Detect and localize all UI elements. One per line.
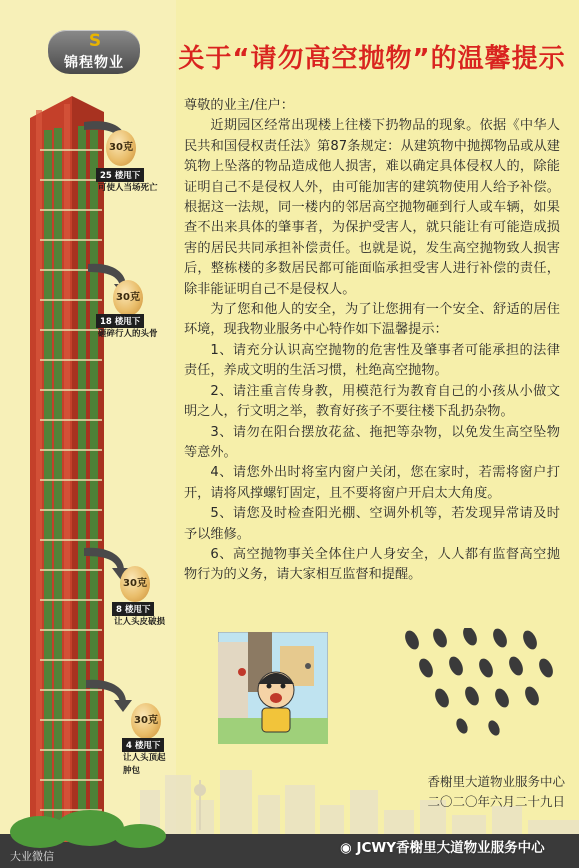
paragraph-law: 近期园区经常出现楼上往楼下扔物品的现象。依据《中华人民共和国侵权责任法》第87条规定：从建筑物中抛掷物品或从建筑物上坠落的物品造成他人损害，难以确定具体侵权人的，除能证明自己不是侵权人外，由可能加害的建筑物使用人给予补偿。根据这一法规，同一楼内的邻居高空抛物砸到行人或车辆，如果查不出来具体的肇事者，为保护受害人，就只能让有可能造成损害的居民共同承担补偿责任。也就是说，发生高空抛物致人损害后，整栋楼的多数居民都可能面临承担受害人进行补偿的责任，除非能证明自己不是侵权人。 <box>184 118 560 297</box>
tip-1: 1、请充分认识高空抛物的危害性及肇事者可能承担的法律责任，养成文明的生活习惯，杜绝高空抛物。 <box>184 342 560 379</box>
watermark-left: 大业微信 <box>10 850 54 863</box>
notice-body <box>184 96 560 586</box>
egg-icon: 30克 <box>113 280 143 316</box>
egg-effect-label: 可使人当场死亡 <box>98 183 158 193</box>
wechat-watermark <box>340 836 574 856</box>
tip-5: 5、请您及时检查阳光棚、空调外机等，若发现异常请及时予以维修。 <box>184 506 560 542</box>
tip-3: 3、请勿在阳台摆放花盆、拖把等杂物，以免发生高空坠物等意外。 <box>184 424 560 460</box>
signature-date: 二〇二〇年六月二十九日 <box>427 794 565 809</box>
egg-effect-label: 让人头皮破损 <box>114 617 166 627</box>
egg-floor-label: 25 楼甩下 <box>96 168 144 182</box>
s-swirl-logo-icon: S <box>88 31 102 51</box>
egg-icon: 30克 <box>120 566 150 602</box>
company-name: 锦程物业 <box>64 55 124 71</box>
egg-floor-label: 4 楼甩下 <box>122 738 164 752</box>
egg-effect-label: 肿包 <box>123 766 141 776</box>
tip-6: 6、高空抛物事关全体住户人身安全，人人都有监督高空抛物行为的义务，请大家相互监督和提醒。 <box>184 546 560 583</box>
egg-floor-label: 8 楼甩下 <box>112 602 154 616</box>
tip-4: 4、请您外出时将室内窗户关闭，您在家时，若需将窗户打开，请将风撑螺钉固定，且不要将窗户开启太大角度。 <box>184 465 560 501</box>
egg-effect-label: 砸碎行人的头骨 <box>98 329 158 339</box>
notice-title: 关于“请勿高空抛物”的温馨提示 <box>178 44 566 74</box>
egg-icon: 30克 <box>131 703 161 739</box>
company-logo <box>48 30 140 74</box>
wechat-account-name: JCWY香榭里大道物业服务中心 <box>356 840 545 856</box>
egg-floor-label: 18 楼甩下 <box>96 314 144 328</box>
wechat-icon: ◉ <box>340 840 357 856</box>
egg-icon: 30克 <box>106 130 136 166</box>
greeting: 尊敬的业主/住户： <box>184 98 294 113</box>
paragraph-intro: 为了您和他人的安全，为了让您拥有一个安全、舒适的居住环境，现我物业服务中心特作如下温馨提示： <box>184 302 560 338</box>
egg-effect-label: 让人头顶起 <box>123 753 166 763</box>
falling-objects-illustration <box>390 628 560 738</box>
scared-child-illustration <box>218 632 328 744</box>
signature-block <box>395 772 565 812</box>
tip-2: 2、请注重言传身教，用模范行为教育自己的小孩从小做文明之人，行文明之举，教育好孩子不要往楼下乱扔杂物。 <box>184 383 560 420</box>
signature-org: 香榭里大道物业服务中心 <box>427 774 565 789</box>
tall-building <box>30 96 104 842</box>
